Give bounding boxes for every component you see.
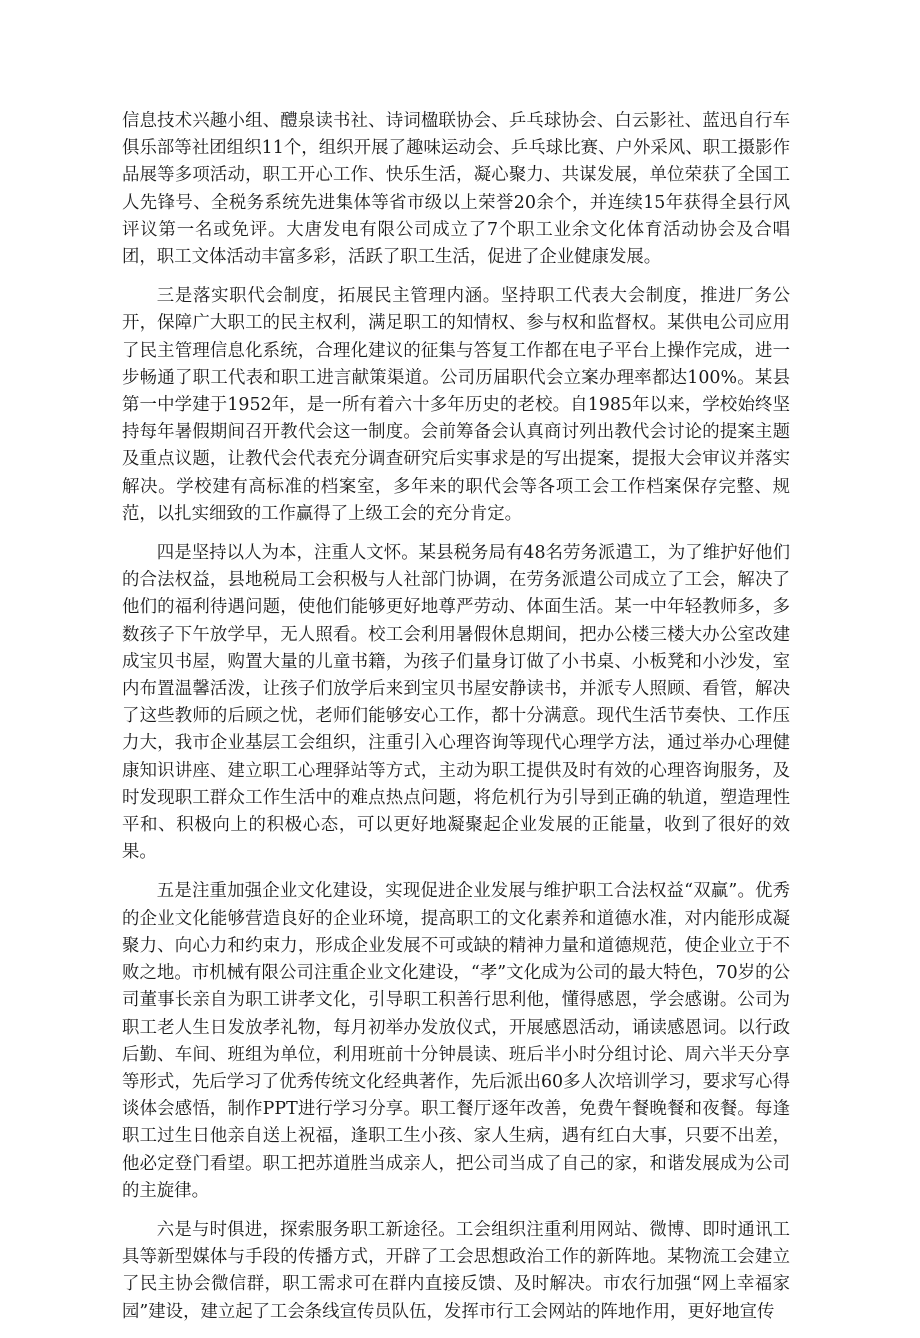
document-body: [122, 108, 790, 1338]
paragraph-democratic-management: 三是落实职代会制度，拓展民主管理内涵。坚持职工代表大会制度，推进厂务公开，保障广大职工的民主权利，满足职工的知情权、参与权和监督权。某供电公司应用了民主管理信息化系统，合理化建议的征集与答复工作都在电子平台上操作完成，进一步畅通了职工代表和职工进言献策渠道。公司历届职代会立案办理率都达100%。某县第一中学建于1952年，是一所有着六十多年历史的老校。自1985年以来，学校始终坚持每年暑假期间召开教代会这一制度。会前筹备会认真商讨列出教代会讨论的提案主题及重点议题，让教代会代表充分调查研究后实事求是的写出提案，提报大会审议并落实解决。学校建有高标准的档案室，多年来的职代会等各项工会工作档案保存完整、规范，以扎实细致的工作赢得了上级工会的充分肯定。: [122, 286, 790, 524]
paragraph-corporate-culture: 五是注重加强企业文化建设，实现促进企业发展与维护职工合法权益“双赢”。优秀的企业文化能够营造良好的企业环境，提高职工的文化素养和道德水准，对内能形成凝聚力、向心力和约束力，形成企业发展不可或缺的精神力量和道德规范，使企业立于不败之地。市机械有限公司注重企业文化建设，“孝”文化成为公司的最大特色，70岁的公司董事长亲自为职工讲孝文化，引导职工积善行思利他，懂得感恩，学会感谢。公司为职工老人生日发放孝礼物，每月初举办发放仪式，开展感恩活动，诵读感恩词。以行政后勤、车间、班组为单位，利用班前十分钟晨读、班后半小时分组讨论、周六半天分享等形式，先后学习了优秀传统文化经典著作，先后派出60多人次培训学习，要求写心得谈体会感悟，制作PPT进行学习分享。职工餐厅逐年改善，免费午餐晚餐和夜餐。每逢职工过生日他亲自送上祝福，逢职工生小孩、家人生病，遇有红白大事，只要不出差，他必定登门看望。职工把苏道胜当成亲人，把公司当成了自己的家，和谐发展成为公司的主旋律。: [122, 881, 790, 1201]
paragraph-humanistic-care: 四是坚持以人为本，注重人文怀。某县税务局有48名劳务派遣工，为了维护好他们的合法权益，县地税局工会积极与人社部门协调，在劳务派遣公司成立了工会，解决了他们的福利待遇问题，使他们能够更好地尊严劳动、体面生活。某一中年轻教师多，多数孩子下午放学早，无人照看。校工会利用暑假休息期间，把办公楼三楼大办公室改建成宝贝书屋，购置大量的儿童书籍，为孩子们量身订做了小书桌、小板凳和小沙发，室内布置温馨活泼，让孩子们放学后来到宝贝书屋安静读书，并派专人照顾、看管，解决了这些教师的后顾之忧，老师们能够安心工作，都十分满意。现代生活节奏快、工作压力大，我市企业基层工会组织，注重引入心理咨询等现代心理学方法，通过举办心理健康知识讲座、建立职工心理驿站等方式，主动为职工提供及时有效的心理咨询服务，及时发现职工群众工作生活中的难点热点问题，将危机行为引导到正确的轨道，塑造理性平和、积极向上的积极心态，可以更好地凝聚起企业发展的正能量，收到了很好的效果。: [122, 543, 790, 863]
paragraph-new-channels: 六是与时俱进，探索服务职工新途径。工会组织注重利用网站、微博、即时通讯工具等新型媒体与手段的传播方式，开辟了工会思想政治工作的新阵地。某物流工会建立了民主协会微信群，职工需求可在群内直接反馈、及时解决。市农行加强“网上幸福家园”建设，建立起了工会条线宣传员队伍，发挥市行工会网站的阵地作用，更好地宣传: [122, 1219, 790, 1322]
paragraph-continuation: 信息技术兴趣小组、醴泉读书社、诗词楹联协会、乒乓球协会、白云影社、蓝迅自行车俱乐部等社团组织11个，组织开展了趣味运动会、乒乓球比赛、户外采风、职工摄影作品展等多项活动，职工开心工作、快乐生活，凝心聚力、共谋发展，单位荣获了全国工人先锋号、全税务系统先进集体等省市级以上荣誉20余个，并连续15年获得全县行风评议第一名或免评。大唐发电有限公司成立了7个职工业余文化体育活动协会及合唱团，职工文体活动丰富多彩，活跃了职工生活，促进了企业健康发展。: [122, 111, 790, 268]
